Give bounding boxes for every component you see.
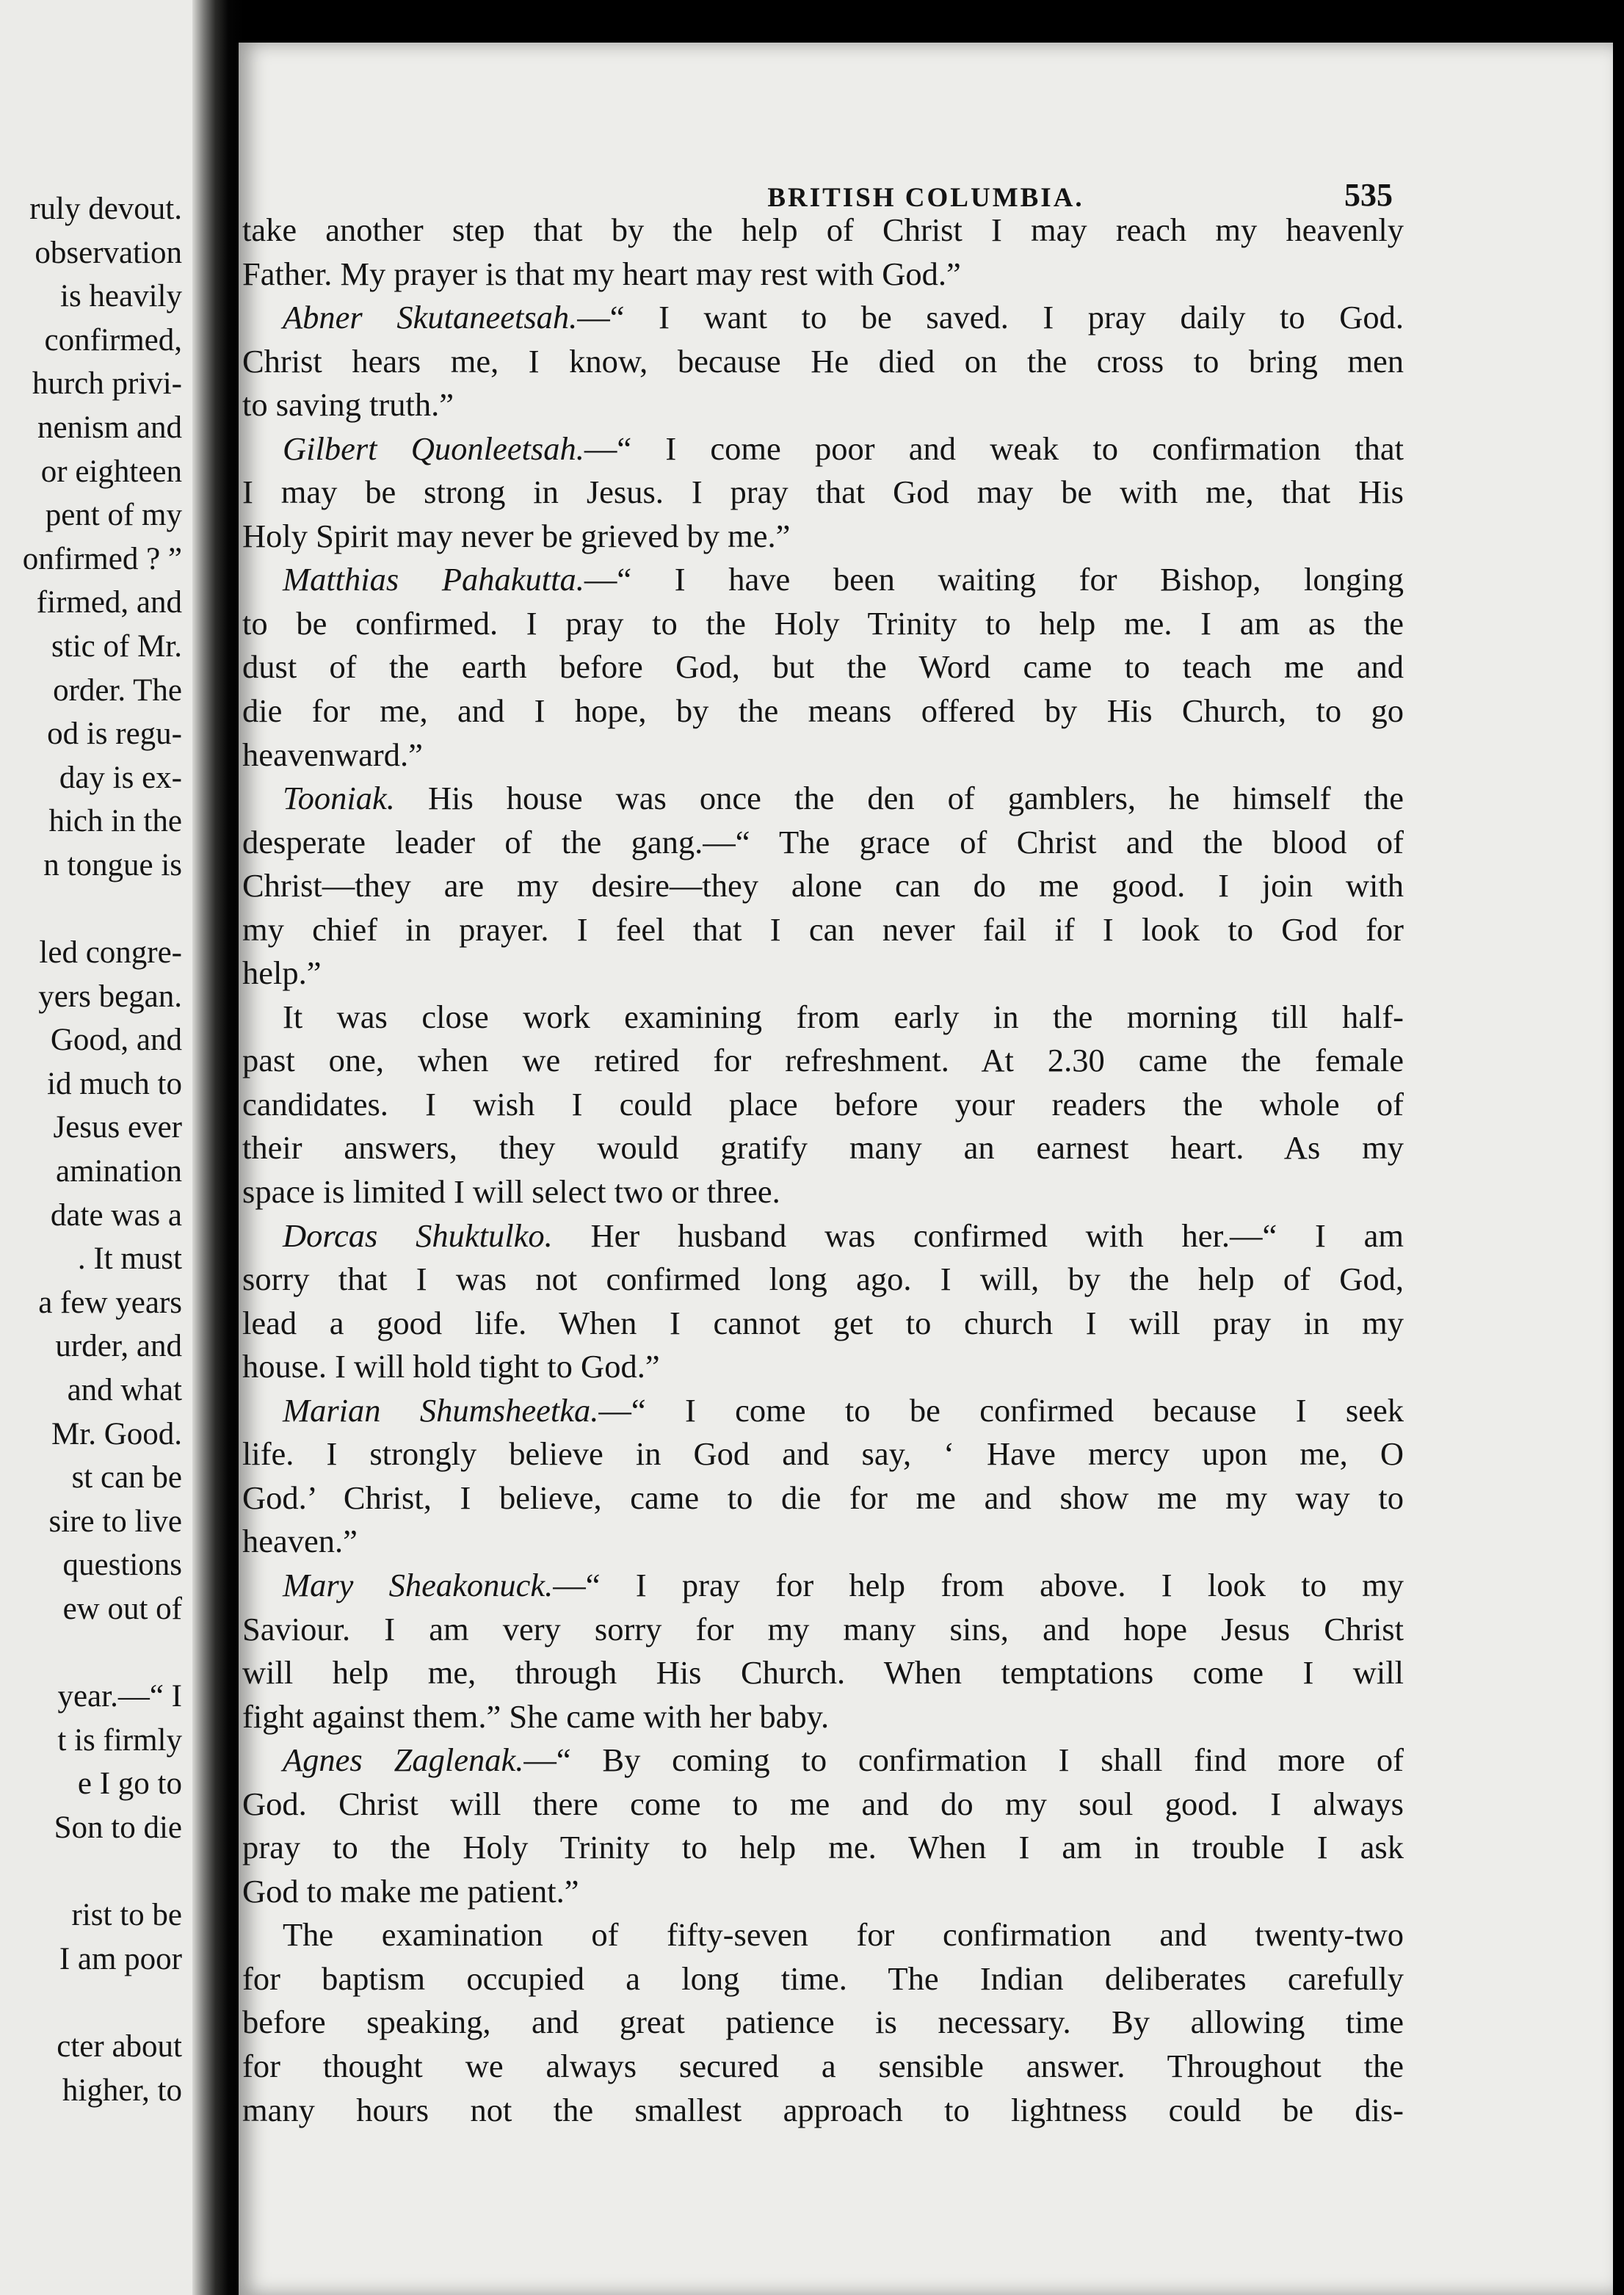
text-line: —“ I want to be saved. I pray daily to God. <box>577 299 1404 336</box>
facing-page-line: observation <box>35 235 182 270</box>
facing-page-line: e I go to <box>77 1766 182 1802</box>
text-line: for baptism occupied a long time. The Indian deliberates carefully <box>242 1959 1404 1997</box>
paragraph-gilbert <box>242 427 1404 471</box>
text-line: —“ I have been waiting for Bishop, longing <box>584 561 1404 598</box>
facing-page-text <box>0 187 182 2112</box>
facing-page-line: od is regu- <box>47 717 182 752</box>
facing-page-line <box>0 1981 182 2025</box>
person-name: Abner Skutaneetsah. <box>283 299 578 336</box>
facing-page-fragment <box>0 0 200 2295</box>
facing-page-line: ruly devout. <box>29 192 182 226</box>
text-line: for thought we always secured a sensible answer. Throughout the <box>242 2047 1404 2084</box>
facing-page-line: I am poor <box>59 1941 182 1976</box>
facing-page-line: Good, and <box>50 1023 182 1058</box>
facing-page-line: st can be <box>71 1460 182 1495</box>
facing-page-line: id much to <box>47 1066 182 1101</box>
facing-page-line: n tongue is <box>43 847 182 882</box>
facing-page-line: Mr. Good. <box>51 1416 182 1451</box>
book-gutter <box>192 0 244 2295</box>
facing-page-line: . It must <box>77 1241 182 1277</box>
text-line: heavenward.” <box>242 736 423 773</box>
text-line: before speaking, and great patience is necessary. By allowing time <box>242 2004 1404 2041</box>
facing-page-line: stic of Mr. <box>51 628 182 664</box>
text-line: their answers, they would gratify many an earnest heart. As my <box>242 1129 1404 1167</box>
text-line: I may be strong in Jesus. I pray that God may be with me, that His <box>242 474 1404 511</box>
facing-page-line: date was a <box>50 1197 182 1233</box>
text-line: help.” <box>242 954 322 992</box>
text-line: to saving truth.” <box>242 386 454 424</box>
facing-page-line: yers began. <box>38 979 182 1014</box>
text-line: Father. My prayer is that my heart may rest with God.” <box>242 255 961 292</box>
text-line: house. I will hold tight to God.” <box>242 1348 660 1385</box>
text-line: take another step that by the help of Christ I may reach my heavenly <box>242 211 1404 248</box>
text-line: Saviour. I am very sorry for my many sins, and hope Jesus Christ <box>242 1610 1404 1647</box>
person-name: Agnes Zaglenak. <box>283 1741 524 1779</box>
facing-page-line: higher, to <box>62 2073 182 2108</box>
facing-page-line: nenism and <box>37 410 182 445</box>
text-line: God.’ Christ, I believe, came to die for me and show me my way to <box>242 1479 1404 1516</box>
facing-page-line: day is ex- <box>59 760 182 795</box>
text-line: to be confirmed. I pray to the Holy Trinity to help me. I am as the <box>242 604 1404 642</box>
facing-page-line: order. The <box>53 672 182 708</box>
facing-page-line <box>0 1850 182 1894</box>
facing-page-line: amination <box>56 1154 182 1189</box>
facing-page-line: t is firmly <box>57 1722 182 1758</box>
facing-page-line: ew out of <box>62 1592 182 1626</box>
text-line: heaven.” <box>242 1523 358 1560</box>
text-line: Christ—they are my desire—they alone can do me good. I join with <box>242 867 1404 904</box>
facing-page-line: year.—“ I <box>57 1679 182 1714</box>
person-name: Mary Sheakonuck. <box>283 1566 554 1603</box>
person-name: Dorcas Shuktulko. <box>283 1217 553 1254</box>
facing-page-line: onfirmed ? ” <box>22 541 182 576</box>
facing-page-line: is heavily <box>60 279 182 314</box>
text-line: Her husband was confirmed with her.—“ I am <box>552 1217 1404 1254</box>
paragraph-matthias <box>242 558 1404 602</box>
facing-page-line: or eighteen <box>40 454 182 489</box>
facing-page-line <box>0 1631 182 1675</box>
person-name: Marian Shumsheetka. <box>283 1391 599 1429</box>
text-line: past one, when we retired for refreshment. At 2.30 came the female <box>242 1042 1404 1079</box>
running-title: BRITISH COLUMBIA. <box>767 183 1084 213</box>
paragraph-marian <box>242 1389 1404 1433</box>
facing-page-line: questions <box>62 1548 182 1583</box>
text-line: dust of the earth before God, but the Word came to teach me and <box>242 648 1404 686</box>
text-line: His house was once the den of gamblers, he himself the <box>394 780 1404 817</box>
facing-page-line: confirmed, <box>44 322 182 358</box>
facing-page-line: hich in the <box>48 804 182 839</box>
facing-page-line: pent of my <box>45 498 182 533</box>
facing-page-line <box>0 888 182 932</box>
text-line: —“ I come poor and weak to confirmation that <box>584 429 1404 467</box>
text-line: —“ I come to be confirmed because I seek <box>598 1391 1404 1429</box>
facing-page-line: rist to be <box>71 1898 182 1933</box>
facing-page-line: hurch privi- <box>32 366 182 402</box>
text-line: desperate leader of the gang.—“ The grace of Christ and the blood of <box>242 823 1404 860</box>
facing-page-line: urder, and <box>55 1329 182 1364</box>
facing-page-line: cter about <box>57 2028 182 2064</box>
text-line: many hours not the smallest approach to lightness could be dis- <box>242 2091 1404 2128</box>
text-line: Christ hears me, I know, because He died on the cross to bring men <box>242 342 1404 380</box>
text-line: die for me, and I hope, by the means offered by His Church, to go <box>242 692 1404 730</box>
person-name: Gilbert Quonleetsah. <box>283 429 584 467</box>
text-line: pray to the Holy Trinity to help me. When I am in trouble I ask <box>242 1829 1404 1866</box>
person-name: Tooniak. <box>283 780 395 817</box>
paragraph-abner <box>242 296 1404 340</box>
facing-page-line: firmed, and <box>36 585 182 620</box>
facing-page-line: Son to die <box>54 1810 182 1845</box>
body-text <box>242 209 1404 2132</box>
text-line: my chief in prayer. I feel that I can never fail if I look to God for <box>242 910 1404 948</box>
text-line: It was close work examining from early in the morning till half- <box>283 998 1404 1035</box>
text-line: lead a good life. When I cannot get to church I will pray in my <box>242 1304 1404 1341</box>
facing-page-line: Jesus ever <box>53 1110 182 1145</box>
person-name: Matthias Pahakutta. <box>283 561 584 598</box>
text-line: life. I strongly believe in God and say, ‘ Have mercy upon me, O <box>242 1435 1404 1473</box>
text-line: fight against them.” She came with her baby. <box>242 1697 830 1735</box>
paragraph-agnes <box>242 1739 1404 1783</box>
text-line: —“ By coming to confirmation I shall find more of <box>523 1741 1404 1779</box>
facing-page-line: led congre- <box>39 935 182 971</box>
text-line: —“ I pray for help from above. I look to my <box>553 1566 1404 1603</box>
text-line: space is limited I will select two or three. <box>242 1173 780 1211</box>
text-line: The examination of fifty-seven for confirmation and twenty-two <box>283 1916 1404 1954</box>
paragraph-dorcas <box>242 1214 1404 1258</box>
text-line: candidates. I wish I could place before your readers the whole of <box>242 1085 1404 1123</box>
page-number: 535 <box>1344 177 1393 213</box>
text-line: Holy Spirit may never be grieved by me.” <box>242 517 791 554</box>
paragraph-tooniak <box>242 777 1404 821</box>
text-line: sorry that I was not confirmed long ago. I will, by the help of God, <box>242 1261 1404 1298</box>
text-line: God. Christ will there come to me and do my soul good. I always <box>242 1785 1404 1822</box>
text-line: God to make me patient.” <box>242 1872 579 1910</box>
facing-page-line: and what <box>67 1373 182 1408</box>
text-line: will help me, through His Church. When temptations come I will <box>242 1654 1404 1692</box>
facing-page-line: sire to live <box>48 1504 182 1539</box>
facing-page-line: a few years <box>38 1285 182 1320</box>
paragraph-mary <box>242 1564 1404 1608</box>
